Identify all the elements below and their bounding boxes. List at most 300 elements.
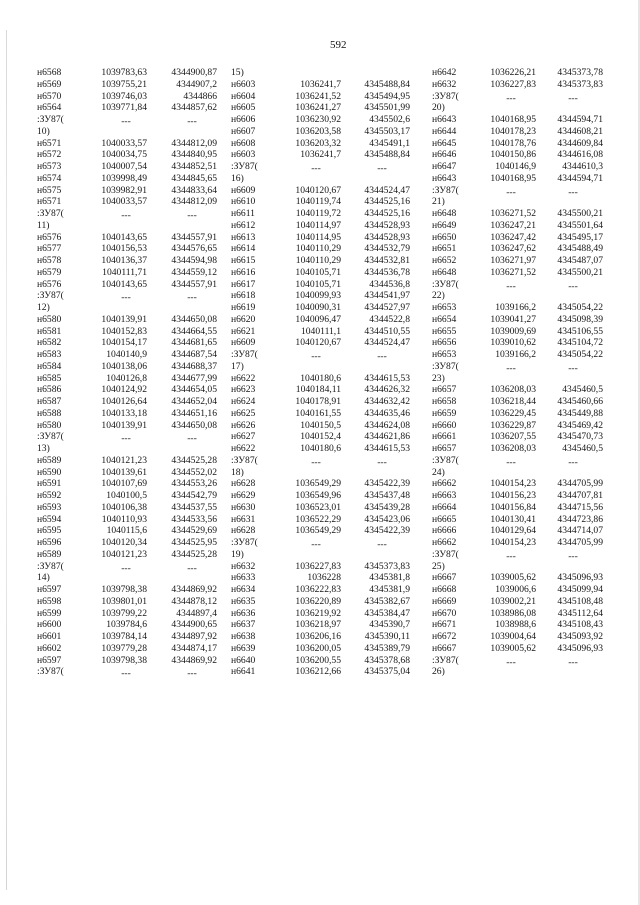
section-label: :ЗУ87( 24) (432, 454, 459, 478)
point-id: н6580 (37, 313, 62, 325)
y-coordinate: 4344553,26 (171, 478, 217, 490)
y-coordinate: 4344610,3 (562, 161, 603, 172)
x-coordinate: 1040033,57 (101, 196, 147, 208)
x-coordinate: 1040106,38 (101, 501, 147, 513)
point-id: н6624 (231, 396, 256, 407)
y-coordinate: 4345502,6 (369, 114, 410, 125)
x-coordinate: 1036226,21 (490, 67, 536, 78)
y-coordinate: 4344652,04 (171, 396, 217, 407)
y-coordinate: 4345491,1 (369, 137, 410, 149)
point-id: н6655 (432, 325, 457, 337)
section-label: :ЗУ87( 18) (231, 454, 258, 478)
y-coordinate: 4344651,16 (171, 407, 217, 419)
point-id: н6583 (37, 349, 62, 360)
x-coordinate: 1040156,53 (101, 243, 147, 255)
y-coordinate: 4345112,64 (557, 607, 603, 619)
point-id: н6652 (432, 255, 457, 266)
x-coordinate: 1039783,63 (101, 67, 147, 78)
point-id: н6571 (37, 137, 62, 149)
point-id: н6667 (432, 642, 457, 654)
y-coordinate: 4345096,93 (557, 642, 603, 654)
x-coordinate: 1040139,91 (101, 419, 147, 431)
x-coordinate: 1036212,66 (295, 666, 341, 678)
y-coordinate: 4345389,79 (364, 642, 410, 654)
x-coordinate: 1040178,91 (295, 396, 341, 407)
y-coordinate: 4345495,17 (557, 231, 603, 243)
point-id: н6659 (432, 407, 457, 419)
point-id: н6611 (231, 208, 255, 219)
x-coordinate: 1040150,5 (300, 419, 341, 431)
y-coordinate: 4344688,37 (171, 360, 217, 372)
x-coordinate: 1040121,23 (101, 454, 147, 466)
x-coordinate: 1039784,6 (106, 619, 147, 631)
y-placeholder: --- (187, 433, 197, 445)
x-coordinate: 1036227,83 (295, 560, 341, 572)
point-id: н6589 (37, 548, 62, 560)
y-coordinate: 4345449,88 (557, 407, 603, 419)
point-id: н6604 (231, 90, 256, 102)
point-id: н6636 (231, 607, 256, 619)
x-coordinate: 1036241,7 (300, 149, 341, 161)
y-coordinate: 4345439,28 (364, 501, 410, 513)
y-coordinate: 4344723,86 (557, 513, 603, 525)
y-coordinate: 4344715,56 (557, 501, 603, 513)
x-placeholder: --- (506, 456, 516, 468)
point-id: н6584 (37, 360, 62, 372)
x-coordinate: 1040133,18 (101, 407, 147, 419)
point-id: н6627 (231, 431, 256, 443)
point-id: н6591 (37, 478, 62, 490)
y-coordinate: 4344812,09 (171, 137, 217, 149)
x-coordinate: 1040099,93 (295, 290, 341, 302)
point-id: н6608 (231, 137, 256, 149)
point-id: н6609 (231, 184, 256, 196)
x-coordinate: 1040033,57 (101, 137, 147, 149)
point-id: н6569 (37, 78, 62, 90)
x-placeholder: --- (311, 163, 321, 174)
y-placeholder: --- (377, 351, 387, 362)
x-coordinate: 1040115,6 (106, 525, 147, 537)
y-coordinate: 4344874,17 (171, 642, 217, 654)
point-id: н6628 (231, 525, 256, 537)
x-placeholder: --- (311, 456, 321, 468)
y-coordinate: 4344866 (183, 90, 217, 102)
y-coordinate: 4344840,95 (171, 149, 217, 161)
point-id: н6653 (432, 349, 457, 360)
y-coordinate: 4344869,92 (171, 584, 217, 595)
point-id: н6660 (432, 419, 457, 431)
x-coordinate: 1036229,45 (490, 407, 536, 419)
point-id: н6596 (37, 537, 62, 548)
point-id: н6593 (37, 501, 62, 513)
y-coordinate: 4344878,12 (171, 595, 217, 607)
point-id: н6651 (432, 243, 457, 255)
point-id: н6617 (231, 278, 256, 290)
x-coordinate: 1040096,47 (295, 313, 341, 325)
point-id: н6619 (231, 302, 256, 313)
x-coordinate: 1036220,89 (295, 595, 341, 607)
point-id: н6603 (231, 78, 256, 90)
x-coordinate: 1036247,42 (490, 231, 536, 243)
x-coordinate: 1039784,14 (101, 631, 147, 642)
point-id: н6570 (37, 90, 62, 102)
x-coordinate: 1040034,75 (101, 149, 147, 161)
x-coordinate: 1036241,52 (295, 90, 341, 102)
x-coordinate: 1040154,23 (490, 537, 536, 548)
point-id: н6576 (37, 231, 62, 243)
y-coordinate: 4345099,94 (557, 584, 603, 595)
y-coordinate: 4345494,95 (364, 90, 410, 102)
point-id: н6590 (37, 466, 62, 478)
point-id: н6625 (231, 407, 256, 419)
y-coordinate: 4345054,22 (557, 349, 603, 360)
point-id: н6635 (231, 595, 256, 607)
point-id: н6643 (432, 172, 457, 184)
point-id: н6637 (231, 619, 256, 631)
point-id: н6603 (231, 149, 256, 161)
x-coordinate: 1036271,52 (490, 208, 536, 219)
point-id: н6669 (432, 595, 457, 607)
x-coordinate: 1036218,97 (295, 619, 341, 631)
point-id: н6571 (37, 196, 62, 208)
y-coordinate: 4345460,66 (557, 396, 603, 407)
point-id: н6582 (37, 337, 62, 349)
section-label: :ЗУ87( 20) (432, 90, 459, 114)
point-id: н6585 (37, 372, 62, 384)
x-coordinate: 1040110,93 (101, 513, 147, 525)
x-coordinate: 1036271,52 (490, 266, 536, 278)
x-coordinate: 1039982,91 (101, 184, 147, 196)
point-id: н6621 (231, 325, 256, 337)
point-id: н6642 (432, 67, 457, 78)
x-coordinate: 1040152,83 (101, 325, 147, 337)
x-coordinate: 1040143,65 (101, 231, 147, 243)
y-coordinate: 4344525,28 (171, 548, 217, 560)
x-coordinate: 1040121,23 (101, 548, 147, 560)
y-placeholder: --- (568, 280, 578, 292)
x-coordinate: 1039746,03 (101, 90, 147, 102)
point-id: н6668 (432, 584, 457, 595)
x-coordinate: 1040130,41 (490, 513, 536, 525)
x-coordinate: 1036227,83 (490, 78, 536, 90)
point-id: н6658 (432, 396, 457, 407)
x-coordinate: 1040146,9 (495, 161, 536, 172)
x-coordinate: 1038986,08 (490, 607, 536, 619)
page-number: 592 (330, 39, 347, 51)
y-coordinate: 4344900,87 (171, 67, 217, 78)
section-label: :ЗУ87( 12) (37, 290, 64, 313)
y-coordinate: 4344907,2 (176, 78, 217, 90)
point-id: н6634 (231, 584, 256, 595)
point-id: н6647 (432, 161, 457, 172)
y-coordinate: 4344687,54 (171, 349, 217, 360)
x-coordinate: 1040150,86 (490, 149, 536, 161)
x-coordinate: 1036222,83 (295, 584, 341, 595)
point-id: н6648 (432, 208, 457, 219)
y-coordinate: 4344615,53 (364, 443, 410, 454)
x-placeholder: --- (506, 550, 516, 562)
point-id: н6622 (231, 443, 256, 454)
y-coordinate: 4345104,72 (557, 337, 603, 349)
x-coordinate: 1040111,1 (300, 325, 341, 337)
point-id: н6654 (432, 313, 457, 325)
x-placeholder: --- (506, 656, 516, 668)
x-coordinate: 1036271,97 (490, 255, 536, 266)
point-id: н6623 (231, 384, 256, 396)
point-id: н6638 (231, 631, 256, 642)
y-placeholder: --- (568, 186, 578, 198)
point-id: н6648 (432, 266, 457, 278)
point-id: н6672 (432, 631, 457, 642)
x-coordinate: 1040136,37 (101, 255, 147, 266)
x-coordinate: 1039010,62 (490, 337, 536, 349)
y-coordinate: 4344536,78 (364, 266, 410, 278)
x-coordinate: 1040139,61 (101, 466, 147, 478)
point-id: н6573 (37, 161, 62, 172)
y-coordinate: 4345487,07 (557, 255, 603, 266)
y-coordinate: 4345460,5 (562, 443, 603, 454)
x-coordinate: 1040156,23 (490, 490, 536, 501)
y-placeholder: --- (568, 550, 578, 562)
x-coordinate: 1040119,74 (295, 196, 341, 208)
scan-edge-left (6, 30, 7, 890)
y-coordinate: 4344707,81 (557, 490, 603, 501)
x-coordinate: 1039006,6 (495, 584, 536, 595)
x-coordinate: 1040168,95 (490, 172, 536, 184)
point-id: н6612 (231, 219, 256, 231)
y-coordinate: 4344664,55 (171, 325, 217, 337)
x-placeholder: --- (121, 210, 131, 221)
x-coordinate: 1040184,11 (295, 384, 341, 396)
x-coordinate: 1039005,62 (490, 572, 536, 584)
x-coordinate: 1040105,71 (295, 266, 341, 278)
point-id: н6579 (37, 266, 62, 278)
point-id: н6587 (37, 396, 62, 407)
section-label: :ЗУ87( 13) (37, 431, 64, 454)
point-id: н6597 (37, 584, 62, 595)
y-coordinate: 4345500,21 (557, 266, 603, 278)
point-id: н6653 (432, 302, 457, 313)
x-coordinate: 1040180,6 (300, 372, 341, 384)
point-id: н6572 (37, 149, 62, 161)
y-coordinate: 4344650,08 (171, 313, 217, 325)
section-label: :ЗУ87( 14) (37, 560, 64, 584)
point-id: н6650 (432, 231, 457, 243)
y-coordinate: 4344705,99 (557, 537, 603, 548)
point-id: н6630 (231, 501, 256, 513)
y-coordinate: 4344576,65 (171, 243, 217, 255)
y-coordinate: 4345470,73 (557, 431, 603, 443)
x-coordinate: 1036549,96 (295, 490, 341, 501)
x-coordinate: 1038988,6 (495, 619, 536, 631)
point-id: н6597 (37, 654, 62, 666)
x-coordinate: 1039166,2 (495, 349, 536, 360)
point-id: н6592 (37, 490, 62, 501)
x-coordinate: 1039801,01 (101, 595, 147, 607)
point-id: н6595 (37, 525, 62, 537)
point-id: н6667 (432, 572, 457, 584)
y-coordinate: 4344541,97 (364, 290, 410, 302)
y-coordinate: 4345108,48 (557, 595, 603, 607)
y-coordinate: 4345423,06 (364, 513, 410, 525)
x-coordinate: 1039798,38 (101, 654, 147, 666)
section-label: :ЗУ87( 25) (432, 548, 459, 572)
x-coordinate: 1036241,27 (295, 102, 341, 114)
y-placeholder: --- (377, 163, 387, 174)
y-coordinate: 4344852,51 (171, 161, 217, 172)
y-coordinate: 4345381,8 (369, 572, 410, 584)
point-id: н6661 (432, 431, 457, 443)
x-coordinate: 1036200,55 (295, 654, 341, 666)
y-coordinate: 4344552,02 (171, 466, 217, 478)
point-id: н6575 (37, 184, 62, 196)
y-placeholder: --- (568, 456, 578, 468)
point-id: н6640 (231, 654, 256, 666)
x-coordinate: 1040126,8 (106, 372, 147, 384)
x-coordinate: 1036200,05 (295, 642, 341, 654)
point-id: н6670 (432, 607, 457, 619)
y-coordinate: 4345488,49 (557, 243, 603, 255)
x-coordinate: 1039771,84 (101, 102, 147, 114)
y-coordinate: 4344616,08 (557, 149, 603, 161)
y-coordinate: 4344654,05 (171, 384, 217, 396)
section-label: :ЗУ87( (37, 666, 64, 678)
point-id: н6666 (432, 525, 457, 537)
y-coordinate: 4344524,47 (364, 337, 410, 349)
point-id: н6633 (231, 572, 256, 584)
y-placeholder: --- (568, 92, 578, 104)
x-coordinate: 1040090,31 (295, 302, 341, 313)
x-placeholder: --- (506, 186, 516, 198)
x-placeholder: --- (121, 433, 131, 445)
point-id: н6609 (231, 337, 256, 349)
point-id: н6631 (231, 513, 256, 525)
x-coordinate: 1040178,76 (490, 137, 536, 149)
y-coordinate: 4344632,42 (364, 396, 410, 407)
point-id: н6665 (432, 513, 457, 525)
x-coordinate: 1040107,69 (101, 478, 147, 490)
y-coordinate: 4344615,53 (364, 372, 410, 384)
point-id: н6646 (432, 149, 457, 161)
x-coordinate: 1040126,64 (101, 396, 147, 407)
x-coordinate: 1036207,55 (490, 431, 536, 443)
y-coordinate: 4344557,91 (171, 278, 217, 290)
section-label: :ЗУ87( 26) (432, 654, 459, 678)
y-coordinate: 4345390,11 (364, 631, 410, 642)
x-placeholder: --- (311, 351, 321, 362)
y-placeholder: --- (187, 668, 197, 680)
x-coordinate: 1036208,03 (490, 384, 536, 396)
y-coordinate: 4345488,84 (364, 149, 410, 161)
y-placeholder: --- (187, 116, 197, 127)
y-coordinate: 4344528,93 (364, 231, 410, 243)
section-label: :ЗУ87( 10) (37, 114, 64, 137)
point-id: н6586 (37, 384, 62, 396)
y-coordinate: 4344525,16 (364, 208, 410, 219)
x-placeholder: --- (311, 539, 321, 550)
x-coordinate: 1040152,4 (300, 431, 341, 443)
y-coordinate: 4344594,71 (557, 172, 603, 184)
x-coordinate: 1040168,95 (490, 114, 536, 125)
x-coordinate: 1040139,91 (101, 313, 147, 325)
y-coordinate: 4345422,39 (364, 478, 410, 490)
point-id: н6581 (37, 325, 62, 337)
x-coordinate: 1036219,92 (295, 607, 341, 619)
y-coordinate: 4345437,48 (364, 490, 410, 501)
y-coordinate: 4344594,71 (557, 114, 603, 125)
y-coordinate: 4344681,65 (171, 337, 217, 349)
point-id: н6610 (231, 196, 256, 208)
y-coordinate: 4344833,64 (171, 184, 217, 196)
point-id: н6576 (37, 278, 62, 290)
x-coordinate: 1040178,23 (490, 125, 536, 137)
y-coordinate: 4345500,21 (557, 208, 603, 219)
y-coordinate: 4345375,04 (364, 666, 410, 678)
point-id: н6649 (432, 219, 457, 231)
y-coordinate: 4344897,4 (176, 607, 217, 619)
y-coordinate: 4345093,92 (557, 631, 603, 642)
y-coordinate: 4344705,99 (557, 478, 603, 490)
x-coordinate: 1036549,29 (295, 478, 341, 490)
y-coordinate: 4344542,79 (171, 490, 217, 501)
y-coordinate: 4344524,47 (364, 184, 410, 196)
section-label: :ЗУ87( 22) (432, 278, 459, 302)
x-coordinate: 1039998,49 (101, 172, 147, 184)
x-coordinate: 1040180,6 (300, 443, 341, 454)
x-coordinate: 1039004,64 (490, 631, 536, 642)
y-coordinate: 4344897,92 (171, 631, 217, 642)
section-label: :ЗУ87( 16) (231, 161, 258, 184)
y-coordinate: 4344532,79 (364, 243, 410, 255)
y-coordinate: 4345382,67 (364, 595, 410, 607)
y-coordinate: 4345503,17 (364, 125, 410, 137)
point-id: н6664 (432, 501, 457, 513)
point-id: н6639 (231, 642, 256, 654)
section-label: :ЗУ87( 17) (231, 349, 258, 372)
point-id: н6614 (231, 243, 256, 255)
y-coordinate: 4344626,32 (364, 384, 410, 396)
x-coordinate: 1040110,29 (295, 255, 341, 266)
point-id: н6645 (432, 137, 457, 149)
point-id: н6662 (432, 537, 457, 548)
point-id: н6657 (432, 384, 457, 396)
point-id: н6628 (231, 478, 256, 490)
point-id: н6600 (37, 619, 62, 631)
y-coordinate: 4345422,39 (364, 525, 410, 537)
x-coordinate: 1040100,5 (106, 490, 147, 501)
point-id: н6588 (37, 407, 62, 419)
x-coordinate: 1036218,44 (490, 396, 536, 407)
x-coordinate: 1040161,55 (295, 407, 341, 419)
y-coordinate: 4344510,55 (364, 325, 410, 337)
y-coordinate: 4344714,07 (557, 525, 603, 537)
point-id: н6629 (231, 490, 256, 501)
point-id: н6662 (432, 478, 457, 490)
x-coordinate: 1040129,64 (490, 525, 536, 537)
y-coordinate: 4344537,55 (171, 501, 217, 513)
x-coordinate: 1040124,92 (101, 384, 147, 396)
point-id: н6613 (231, 231, 256, 243)
point-id: н6622 (231, 372, 256, 384)
point-id: н6577 (37, 243, 62, 255)
x-coordinate: 1036247,62 (490, 243, 536, 255)
x-coordinate: 1039002,21 (490, 595, 536, 607)
x-coordinate: 1036203,58 (295, 125, 341, 137)
y-coordinate: 4345501,99 (364, 102, 410, 114)
y-coordinate: 4345381,9 (369, 584, 410, 595)
point-id: н6615 (231, 255, 256, 266)
y-coordinate: 4344608,21 (557, 125, 603, 137)
